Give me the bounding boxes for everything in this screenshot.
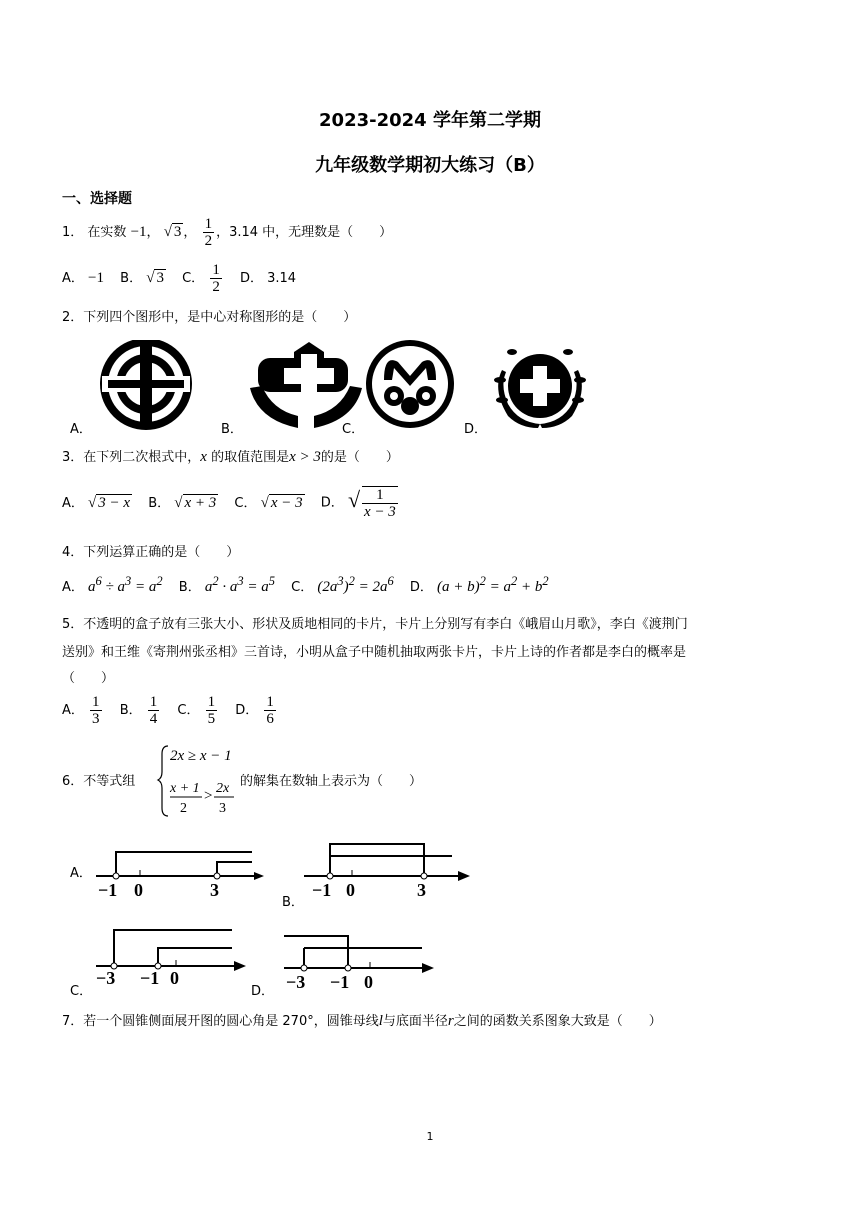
svg-text:x + 1: x + 1 [170,781,200,796]
q7-text-b: 与底面半径 [382,1014,448,1029]
q4-text: 下列运算正确的是（ ） [83,545,240,560]
q5-options: A． $\frac{1}{3}$ B． $\frac{1}{4}$ C． $\frac{1}{5}$ D． $\frac{1}{6}$ [62,694,274,727]
svg-text:>: > [204,788,213,804]
figure-label-c: C． [342,422,365,437]
option-a-value: −1 [88,270,105,286]
q1-options [62,262,308,295]
svg-text:−1: −1 [140,968,160,986]
page-number: 1 [426,1130,434,1143]
svg-text:0: 0 [346,880,355,898]
inequality-system [156,742,246,818]
q5-line3: （ ） [62,671,115,686]
number-line-a [92,838,267,902]
page-subtitle: 九年级数学期初大练习（B） [315,155,545,176]
q3-option-d-frac: $\frac{1}{x - 3}$ [364,487,396,520]
question-5 [62,613,688,632]
question-number: 6． [62,774,84,789]
q1-text-b: ，3.14 中，无理数是（ ） [216,225,393,240]
q4-options: A． $a^6 \div a^3 = a^2$ B． $a^2 \cdot a^3 = a^5$ C． $(2a^3)^2 = 2a^6$ D． $(a + b)^2 = a^2 + b^2$ [62,574,549,595]
q2-text: 下列四个图形中，是中心对称图形的是（ ） [83,310,357,325]
question-7 [62,1010,662,1030]
svg-text:0: 0 [170,968,179,986]
svg-text:2x: 2x [216,781,230,796]
logo-b-icon [250,342,362,428]
numberline-label-c: C． [70,984,93,999]
svg-text:2x ≥ x − 1: 2x ≥ x − 1 [170,748,232,764]
question-number: 3． [62,450,84,465]
svg-text:0: 0 [134,880,143,898]
svg-text:3: 3 [219,801,226,816]
logo-c-icon [366,340,454,428]
q3-text-b: 的取值范围是 [211,450,290,465]
q3-option-b: √ x + 3 [174,494,217,511]
q6-system [156,742,246,822]
question-2 [62,306,356,325]
q2-logos [62,340,602,435]
question-number: 4． [62,545,84,560]
q3-text-a: 在下列二次根式中， [83,450,201,465]
q3-options: A． √ 3 − x B． √ x + 3 C． √ x − 3 D． √ $\frac{1}{x - 3}$ [62,486,396,520]
numberline-label-d: D． [251,984,275,999]
svg-text:−3: −3 [286,972,306,990]
number-line-b [300,836,475,902]
q7-text: 若一个圆锥侧面展开图的圆心角是 270°，圆锥母线 [83,1014,379,1029]
q6-text-b: 的解集在数轴上表示为（ ） [240,774,423,789]
option-label: B． [120,271,143,286]
svg-text:0: 0 [364,972,373,990]
q4-option-c: $(2a^3)^2 = 2a^6$ [317,574,394,595]
q7-var-l: l [378,1013,383,1029]
q1-neg-one: −1 [130,224,147,240]
q5-line1: 不透明的盒子放有三张大小、形状及质地相同的卡片，卡片上分别写有李白《峨眉山月歌》，李白《渡荆门 [83,617,688,632]
question-number: 2． [62,310,84,325]
q1-text: 在实数 [87,225,127,240]
q3-option-c: √ x − 3 [260,494,303,511]
question-4 [62,541,239,560]
figure-label-b: B． [221,422,243,437]
q7-var-r: r [447,1013,454,1029]
question-1: 1． 在实数 −1， √ 3 ， $\frac{1}{2}$ ，3.14 中，无理数是（ ） [62,216,393,249]
svg-text:−3: −3 [96,968,116,986]
svg-text:−1: −1 [312,880,332,898]
q1-half: $\frac{1}{2}$ [204,216,213,249]
svg-text:3: 3 [417,880,426,898]
svg-text:−1: −1 [330,972,350,990]
question-number: 7． [62,1014,84,1029]
question-number: 1． [62,225,84,240]
section-heading: 一、选择题 [62,191,132,207]
q4-option-a: $a^6 \div a^3 = a^2$ [88,574,163,595]
option-label: C． [182,271,205,286]
q3-option-a: √ 3 − x [88,494,131,511]
q4-option-b: $a^2 \cdot a^3 = a^5$ [204,574,275,595]
svg-text:−1: −1 [98,880,118,898]
q3-text-c: 的是（ ） [320,450,399,465]
svg-text:2: 2 [180,801,187,816]
numberline-label-a: A． [70,866,92,881]
svg-text:3: 3 [210,880,219,898]
question-3 [62,446,399,466]
q5-line2: 送别》和王维《寄荆州张丞相》三首诗，小明从盒子中随机抽取两张卡片，卡片上诗的作者都是李白的概率是 [62,645,687,660]
option-label: A． [62,271,84,286]
figure-label-d: D． [464,422,488,437]
q3-cond: x > 3 [289,449,321,465]
q7-text-c: 之间的函数关系图象大致是（ ） [453,1014,662,1029]
q3-option-d: √ [347,486,361,512]
numberline-label-b: B． [282,895,304,910]
question-6-label [62,770,135,789]
option-c-value: $\frac{1}{2}$ [212,262,220,295]
q6-text-a: 不等式组 [83,774,136,789]
q3-var: x [200,449,207,465]
logo-d-icon [494,349,586,428]
q4-option-d: $(a + b)^2 = a^2 + b^2$ [437,574,549,595]
logo-a-icon [100,340,192,430]
q1-sqrt3: √ 3 [163,224,182,240]
q2-figures [62,340,602,435]
page-title: 2023-2024 学年第二学期 [319,110,541,131]
option-d-value: 3.14 [267,271,297,286]
number-line-d [280,928,440,994]
number-line-c [92,924,252,990]
question-number: 5． [62,617,84,632]
option-label: D． [239,271,263,286]
option-b-value: √ 3 [146,270,164,286]
figure-label-a: A． [70,422,92,437]
